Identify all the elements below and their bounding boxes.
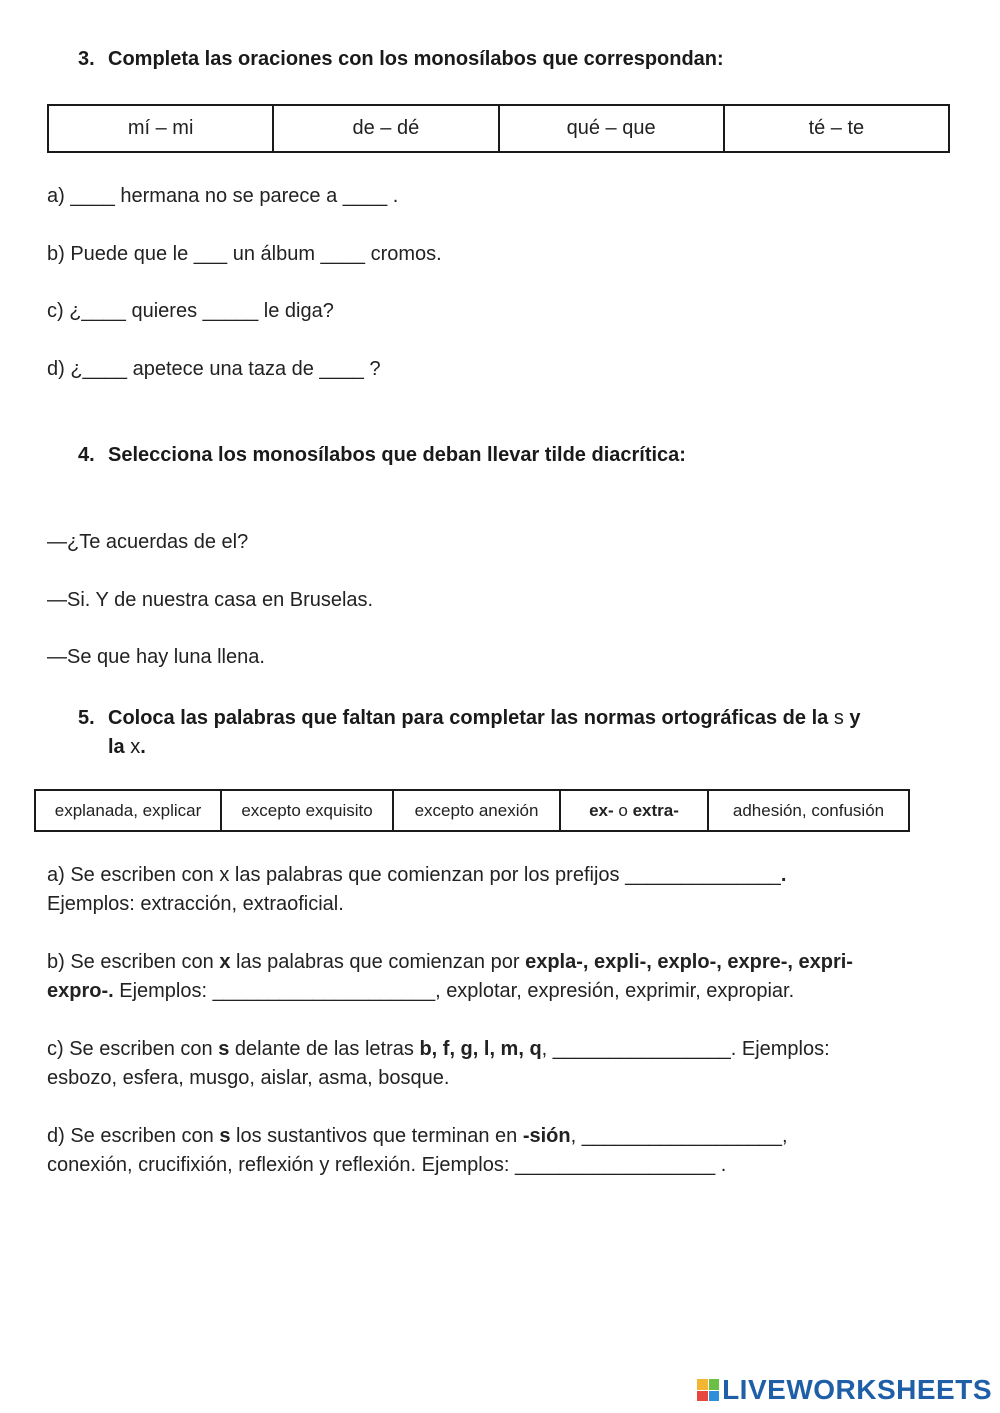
q5-title-part1: Coloca las palabras que faltan para completar las normas ortográficas de la <box>108 707 834 729</box>
q3-sentence-b[interactable]: b) Puede que le ___ un álbum ____ cromos. <box>47 243 442 265</box>
q3-title: Completa las oraciones con los monosílabos que correspondan: <box>108 48 724 70</box>
q3-sentence-d[interactable]: d) ¿____ apetece una taza de ____ ? <box>47 358 381 380</box>
q5-d-text-2: los sustantivos que terminan en <box>230 1125 523 1147</box>
q3-option-3[interactable]: qué – que <box>499 105 724 152</box>
q5-title-y: y <box>843 707 861 729</box>
q5-c-examples: esbozo, esfera, musgo, aislar, asma, bosque. <box>47 1067 450 1089</box>
q5-b-prefix-last: expro-. <box>47 980 114 1002</box>
q4-title: Selecciona los monosílabos que deban llevar tilde diacrítica: <box>108 444 686 466</box>
q5-title-la: la <box>108 736 131 758</box>
q5-a-dot: . <box>780 864 787 886</box>
liveworksheets-logo-icon <box>697 1379 719 1401</box>
q5-c-text-3: , ________________. Ejemplos: <box>541 1038 830 1060</box>
q5-title-end: . <box>140 736 146 758</box>
q5-a-text: a) Se escriben con x las palabras que comienzan por los prefijos ______________ <box>47 864 781 886</box>
q5-d-letter: s <box>219 1125 231 1147</box>
q5-d-examples: conexión, crucifixión, reflexión y reflexión. Ejemplos: __________________ . <box>47 1154 727 1176</box>
q5-rule-d[interactable] <box>47 1122 977 1180</box>
liveworksheets-logo <box>697 1373 992 1407</box>
q5-d-text-3: , __________________, <box>570 1125 788 1147</box>
q5-option-4-extra: extra- <box>632 800 679 820</box>
q5-title-x: x <box>130 736 141 758</box>
q5-option-4[interactable] <box>560 790 708 831</box>
q5-option-5[interactable]: adhesión, confusión <box>708 790 909 831</box>
q5-rule-c[interactable] <box>47 1035 977 1093</box>
q5-rule-b[interactable] <box>47 948 977 1006</box>
q3-number: 3. <box>78 48 95 70</box>
q4-heading <box>78 444 686 467</box>
q3-option-4[interactable]: té – te <box>724 105 949 152</box>
q5-heading <box>78 704 948 762</box>
q5-word-bank <box>34 789 910 832</box>
q5-option-4-o: o <box>613 800 633 820</box>
q5-option-3[interactable]: excepto anexión <box>393 790 560 831</box>
liveworksheets-brand: LIVEWORKSHEETS <box>722 1374 992 1405</box>
q3-sentence-a[interactable]: a) ____ hermana no se parece a ____ . <box>47 185 399 207</box>
q3-sentence-c[interactable]: c) ¿____ quieres _____ le diga? <box>47 300 334 322</box>
q5-c-letter: s <box>218 1038 230 1060</box>
q4-dialogue-2[interactable]: —Si. Y de nuestra casa en Bruselas. <box>47 589 374 611</box>
q4-dialogue-3[interactable]: —Se que hay luna llena. <box>47 646 265 668</box>
q5-option-4-ex: ex- <box>589 800 614 820</box>
q5-a-examples: Ejemplos: extracción, extraoficial. <box>47 893 344 915</box>
q5-c-letters: b, f, g, l, m, q <box>419 1038 542 1060</box>
q5-b-text-2: las palabras que comienzan por <box>230 951 526 973</box>
q5-option-1[interactable]: explanada, explicar <box>35 790 221 831</box>
q5-rule-a[interactable] <box>47 861 967 919</box>
q3-word-bank <box>47 104 950 153</box>
q4-number: 4. <box>78 444 95 466</box>
q3-option-1[interactable]: mí – mi <box>48 105 273 152</box>
q5-title-s: s <box>833 707 844 729</box>
q5-c-text-1: c) Se escriben con <box>47 1038 219 1060</box>
q5-option-2[interactable]: excepto exquisito <box>221 790 393 831</box>
q5-d-text-1: d) Se escriben con <box>47 1125 220 1147</box>
q5-number: 5. <box>78 707 95 729</box>
q3-option-2[interactable]: de – dé <box>273 105 498 152</box>
q5-c-text-2: delante de las letras <box>229 1038 420 1060</box>
q5-b-prefixes: expla-, expli-, explo-, expre-, expri- <box>525 951 853 973</box>
q4-dialogue-1[interactable]: —¿Te acuerdas de el? <box>47 531 249 553</box>
q5-b-text-1: b) Se escriben con <box>47 951 220 973</box>
q5-b-examples: Ejemplos: ____________________, explotar, expresión, exprimir, expropiar. <box>113 980 795 1002</box>
q3-heading <box>78 48 724 71</box>
q5-d-suffix: -sión <box>522 1125 571 1147</box>
q5-b-letter: x <box>219 951 231 973</box>
